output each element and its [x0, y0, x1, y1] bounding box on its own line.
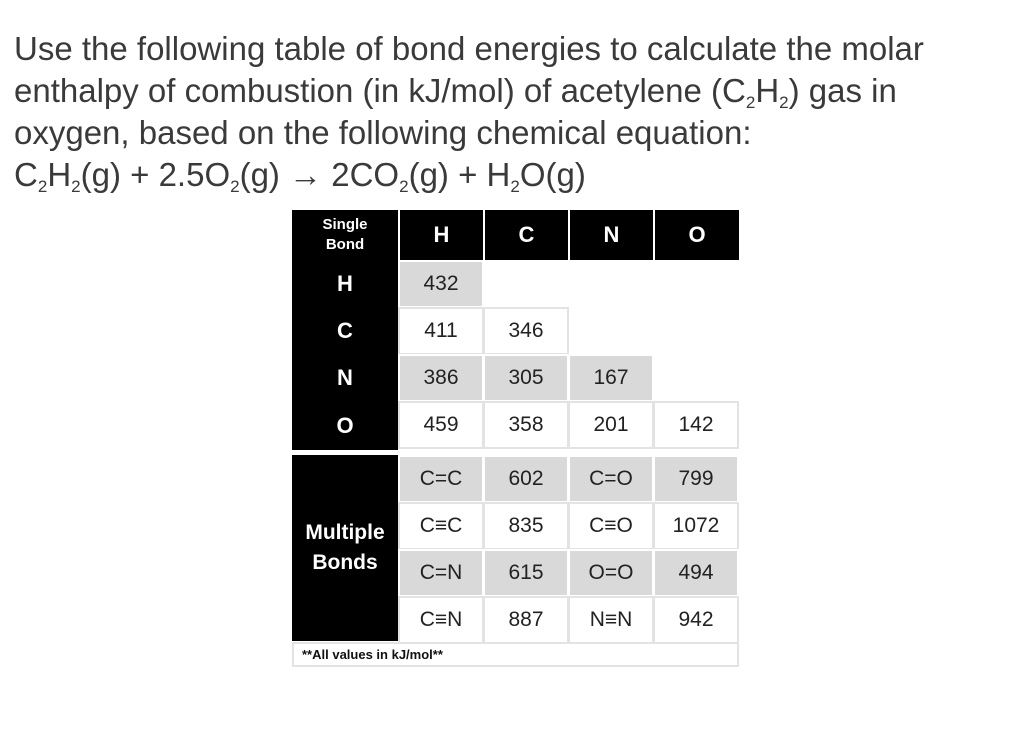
value-c-c: 346 — [483, 307, 569, 355]
row-header-o: O — [292, 401, 398, 450]
eq-p2: H — [47, 156, 72, 193]
eq-p3: (g) + 2.5O — [80, 156, 231, 193]
multi-bond-1-1: 835 — [483, 502, 569, 550]
multi-bond-2-2: O=O — [568, 549, 654, 597]
question-line-2 — [14, 70, 1014, 112]
q2a: enthalpy of combustion (in kJ/mol) of acetylene (C — [14, 72, 746, 109]
row-header-h: H — [292, 260, 398, 307]
value-h-h: 432 — [398, 260, 484, 308]
eq-s3: 2 — [230, 177, 240, 196]
question-line-1-text: Use the following table of bond energies to calculate the molar — [14, 30, 924, 67]
col-header-c: C — [485, 210, 568, 260]
col-header-h: H — [400, 210, 483, 260]
multi-bond-2-0: C=N — [398, 549, 484, 597]
row-header-n: N — [292, 354, 398, 401]
multi-bond-2-1: 615 — [483, 549, 569, 597]
multi-bond-3-3: 942 — [653, 596, 739, 644]
multiple-bonds-label — [292, 455, 398, 641]
multi-bond-0-3: 799 — [653, 455, 739, 503]
eq-s1: 2 — [37, 177, 48, 196]
value-o-h: 459 — [398, 401, 484, 449]
value-o-c: 358 — [483, 401, 569, 449]
q2s1: 2 — [745, 93, 756, 112]
eq-p6: O(g) — [519, 156, 586, 193]
corner-line-2: Bond — [325, 236, 365, 253]
multi-bond-0-1: 602 — [483, 455, 569, 503]
question-line-3-text: oxygen, based on the following chemical equation: — [14, 114, 752, 151]
chemical-equation — [14, 154, 1014, 196]
multiple-label-line-2: Bonds — [312, 551, 378, 574]
q2b: H — [755, 72, 780, 109]
multi-bond-3-1: 887 — [483, 596, 569, 644]
eq-s5: 2 — [510, 177, 520, 196]
question-text — [14, 28, 1014, 196]
eq-p5: (g) + H — [408, 156, 511, 193]
q2s2: 2 — [779, 93, 789, 112]
row-header-c: C — [292, 307, 398, 354]
multiple-label-line-1: Multiple — [305, 521, 385, 544]
multi-bond-1-2: C≡O — [568, 502, 654, 550]
value-n-c: 305 — [483, 354, 569, 402]
multi-bond-1-0: C≡C — [398, 502, 484, 550]
eq-p1: C — [14, 156, 38, 193]
value-o-o: 142 — [653, 401, 739, 449]
col-header-n: N — [570, 210, 653, 260]
eq-p4: (g) → 2CO — [239, 156, 400, 193]
question-line-1 — [14, 28, 1014, 70]
eq-s2: 2 — [71, 177, 81, 196]
units-footnote: **All values in kJ/mol** — [292, 642, 739, 667]
corner-line-1: Single — [322, 216, 368, 233]
single-bond-corner — [292, 210, 398, 260]
value-n-n: 167 — [568, 354, 654, 402]
value-o-n: 201 — [568, 401, 654, 449]
question-line-3 — [14, 112, 1014, 154]
value-n-h: 386 — [398, 354, 484, 402]
multi-bond-0-2: C=O — [568, 455, 654, 503]
value-c-h: 411 — [398, 307, 484, 355]
multi-bond-2-3: 494 — [653, 549, 739, 597]
multi-bond-1-3: 1072 — [653, 502, 739, 550]
multi-bond-3-2: N≡N — [568, 596, 654, 644]
multi-bond-3-0: C≡N — [398, 596, 484, 644]
eq-s4: 2 — [399, 177, 409, 196]
multi-bond-0-0: C=C — [398, 455, 484, 503]
col-header-o: O — [655, 210, 739, 260]
q2c: ) gas in — [788, 72, 897, 109]
